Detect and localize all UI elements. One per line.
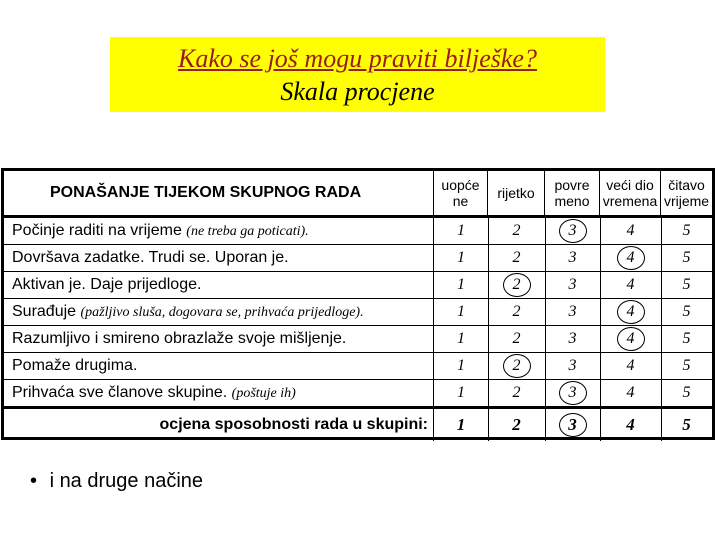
scale-cell: 4 <box>626 249 635 266</box>
column-header <box>545 171 600 215</box>
total-row <box>4 409 712 441</box>
column-header <box>434 171 488 215</box>
row-label <box>12 299 364 325</box>
scale-cell: 2 <box>512 357 521 374</box>
row-text: Dovršava zadatke. Trudi se. Uporan je. <box>12 249 289 266</box>
scale-cell: 3 <box>568 357 577 374</box>
bullet-item <box>30 470 203 493</box>
row-text: Prihvaća sve članove skupine. <box>12 384 232 401</box>
scale-cell: 3 <box>568 276 577 293</box>
selected-rating-circle <box>559 219 587 243</box>
scale-cell: 1 <box>457 222 465 239</box>
column-divider <box>545 215 546 441</box>
total-scale-cell: 2 <box>512 415 521 434</box>
table-row <box>4 272 712 299</box>
total-scale-cell: 3 <box>568 415 577 434</box>
scale-cell: 2 <box>512 276 521 293</box>
scale-cell: 5 <box>682 357 691 374</box>
row-label <box>12 326 346 352</box>
scale-cell: 3 <box>568 384 577 401</box>
scale-cell: 4 <box>626 330 635 347</box>
row-note: (poštuje ih) <box>231 386 296 401</box>
scale-cell: 1 <box>457 276 465 293</box>
title-box <box>110 37 605 112</box>
row-text: Aktivan je. Daje prijedloge. <box>12 276 202 293</box>
scale-cell: 5 <box>682 276 691 293</box>
column-header <box>661 171 712 215</box>
selected-rating-circle <box>503 273 531 297</box>
scale-cell: 3 <box>568 249 577 266</box>
scale-cell: 2 <box>512 303 521 320</box>
column-header-line: veći dio <box>606 177 654 193</box>
scale-cell: 2 <box>512 330 521 347</box>
column-divider <box>488 215 489 441</box>
rating-scale-table <box>1 168 715 440</box>
column-header-line: povre <box>554 177 590 193</box>
scale-cell: 4 <box>626 384 635 401</box>
selected-rating-circle <box>617 300 645 324</box>
selected-rating-circle <box>617 327 645 351</box>
column-header-line: vremena <box>602 193 658 209</box>
row-label <box>12 353 137 379</box>
bullet-icon: • <box>30 470 38 492</box>
selected-rating-circle <box>617 246 645 270</box>
row-text: Surađuje <box>12 303 81 320</box>
row-note: (pažljivo sluša, dogovara se, prihvaća prijedloge). <box>80 305 364 320</box>
row-note: (ne treba ga poticati). <box>186 224 309 239</box>
scale-cell: 1 <box>457 330 465 347</box>
table-row <box>4 326 712 353</box>
total-scale-cell: 4 <box>626 415 635 434</box>
table-row <box>4 380 712 407</box>
column-divider <box>433 215 434 441</box>
scale-cell: 5 <box>682 222 691 239</box>
scale-cell: 3 <box>568 330 577 347</box>
scale-cell: 1 <box>457 384 465 401</box>
scale-cell: 1 <box>457 249 465 266</box>
scale-cell: 1 <box>457 303 465 320</box>
scale-cell: 2 <box>512 384 521 401</box>
column-header <box>600 171 661 215</box>
scale-cell: 1 <box>457 357 465 374</box>
selected-rating-circle <box>503 354 531 378</box>
selected-rating-circle <box>559 381 587 405</box>
scale-cell: 4 <box>626 222 635 239</box>
column-divider <box>600 215 601 441</box>
column-header-line: rijetko <box>497 185 535 201</box>
page-subtitle: Skala procjene <box>280 77 435 106</box>
scale-cell: 3 <box>568 222 577 239</box>
column-header <box>488 171 545 215</box>
row-label <box>12 272 201 298</box>
scale-cell: 4 <box>626 303 635 320</box>
scale-cell: 3 <box>568 303 577 320</box>
table-header-title: PONAŠANJE TIJEKOM SKUPNOG RADA <box>4 171 434 215</box>
row-label <box>12 245 289 271</box>
scale-cell: 5 <box>682 330 691 347</box>
column-header-line: ne <box>452 193 469 209</box>
row-text: Počinje raditi na vrijeme <box>12 222 187 239</box>
scale-cell: 4 <box>626 276 635 293</box>
table-row <box>4 353 712 380</box>
row-text: Pomaže drugima. <box>12 357 138 374</box>
scale-cell: 4 <box>626 357 635 374</box>
bullet-text: i na druge načine <box>49 470 204 492</box>
row-text: Razumljivo i smireno obrazlaže svoje mišljenje. <box>12 330 347 347</box>
selected-rating-circle <box>559 413 587 437</box>
table-row <box>4 299 712 326</box>
row-label <box>12 380 296 406</box>
column-divider <box>661 215 662 441</box>
column-header-line: uopće <box>441 177 480 193</box>
total-scale-cell: 1 <box>456 415 466 434</box>
scale-cell: 5 <box>682 249 691 266</box>
column-header-line: čitavo <box>668 177 705 193</box>
scale-cell: 2 <box>512 222 521 239</box>
table-row <box>4 245 712 272</box>
scale-cell: 5 <box>682 303 691 320</box>
column-header-line: vrijeme <box>663 193 710 209</box>
total-scale-cell: 5 <box>682 415 691 434</box>
column-header-line: meno <box>554 193 590 209</box>
total-label: ocjena sposobnosti rada u skupini: <box>159 416 428 433</box>
page-title: Kako se još mogu praviti bilješke? <box>178 44 537 73</box>
table-row <box>4 218 712 245</box>
scale-cell: 5 <box>682 384 691 401</box>
row-label <box>12 218 309 244</box>
scale-cell: 2 <box>512 249 521 266</box>
